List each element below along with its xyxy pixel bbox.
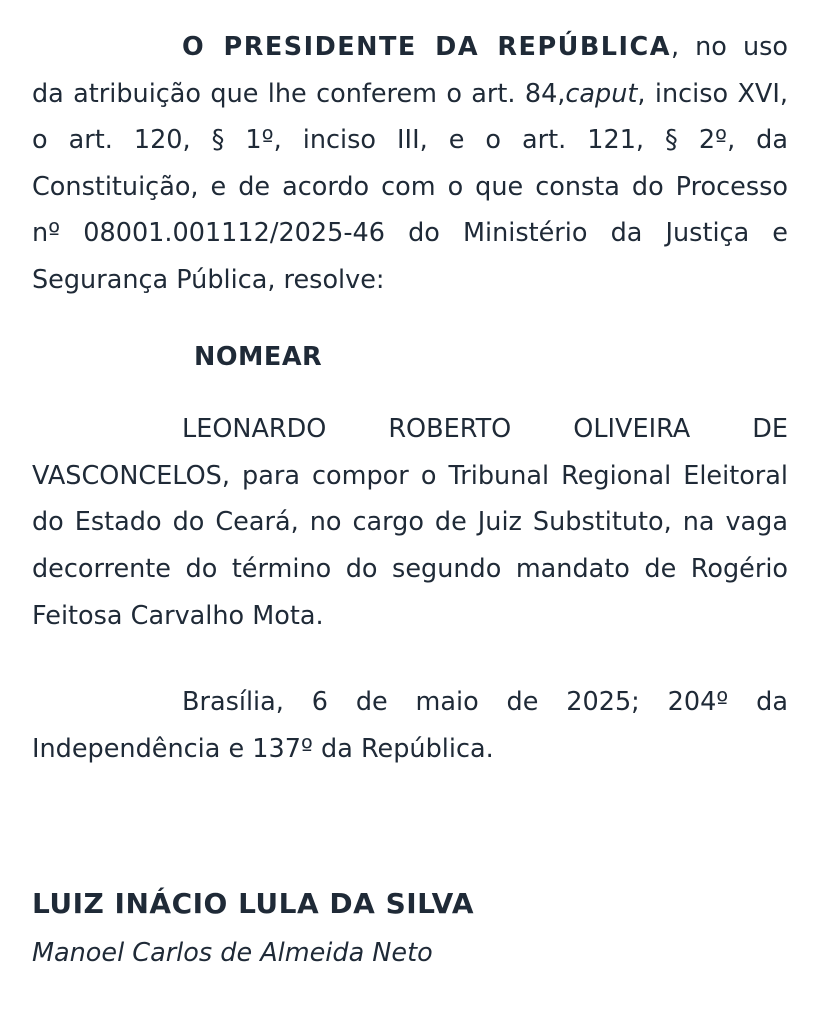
action-verb: NOMEAR	[194, 341, 323, 372]
decree-document	[32, 24, 788, 772]
appointment-paragraph: LEONARDO ROBERTO OLIVEIRA DE VASCONCELOS, para compor o Tribunal Regional Eleitoral do Estado do Ceará, no cargo de Juiz Substituto, na vaga decorrente do término do segundo mandato de Rogério Feitosa Carvalho Mota.	[32, 414, 788, 631]
preamble-text-part-1: , no uso da atribuição que lhe conferem o art. 84,	[32, 32, 788, 109]
dateline: Brasília, 6 de maio de 2025; 204º da Independência e 137º da República.	[32, 687, 788, 764]
preamble-text-part-2: , inciso XVI, o art. 120, § 1º, inciso III, e o art. 121, § 2º, da Constituição, e de acordo com o que consta do Processo nº 08001.001112/2025-46 do Ministério da Justiça e Segurança Pública, resolve:	[32, 78, 788, 295]
preamble-caput: caput	[565, 78, 638, 109]
decree-preamble	[32, 24, 788, 304]
preamble-title: O PRESIDENTE DA REPÚBLICA	[182, 32, 671, 62]
president-signature: LUIZ INÁCIO LULA DA SILVA	[32, 887, 475, 920]
minister-signature: Manoel Carlos de Almeida Neto	[32, 938, 433, 968]
